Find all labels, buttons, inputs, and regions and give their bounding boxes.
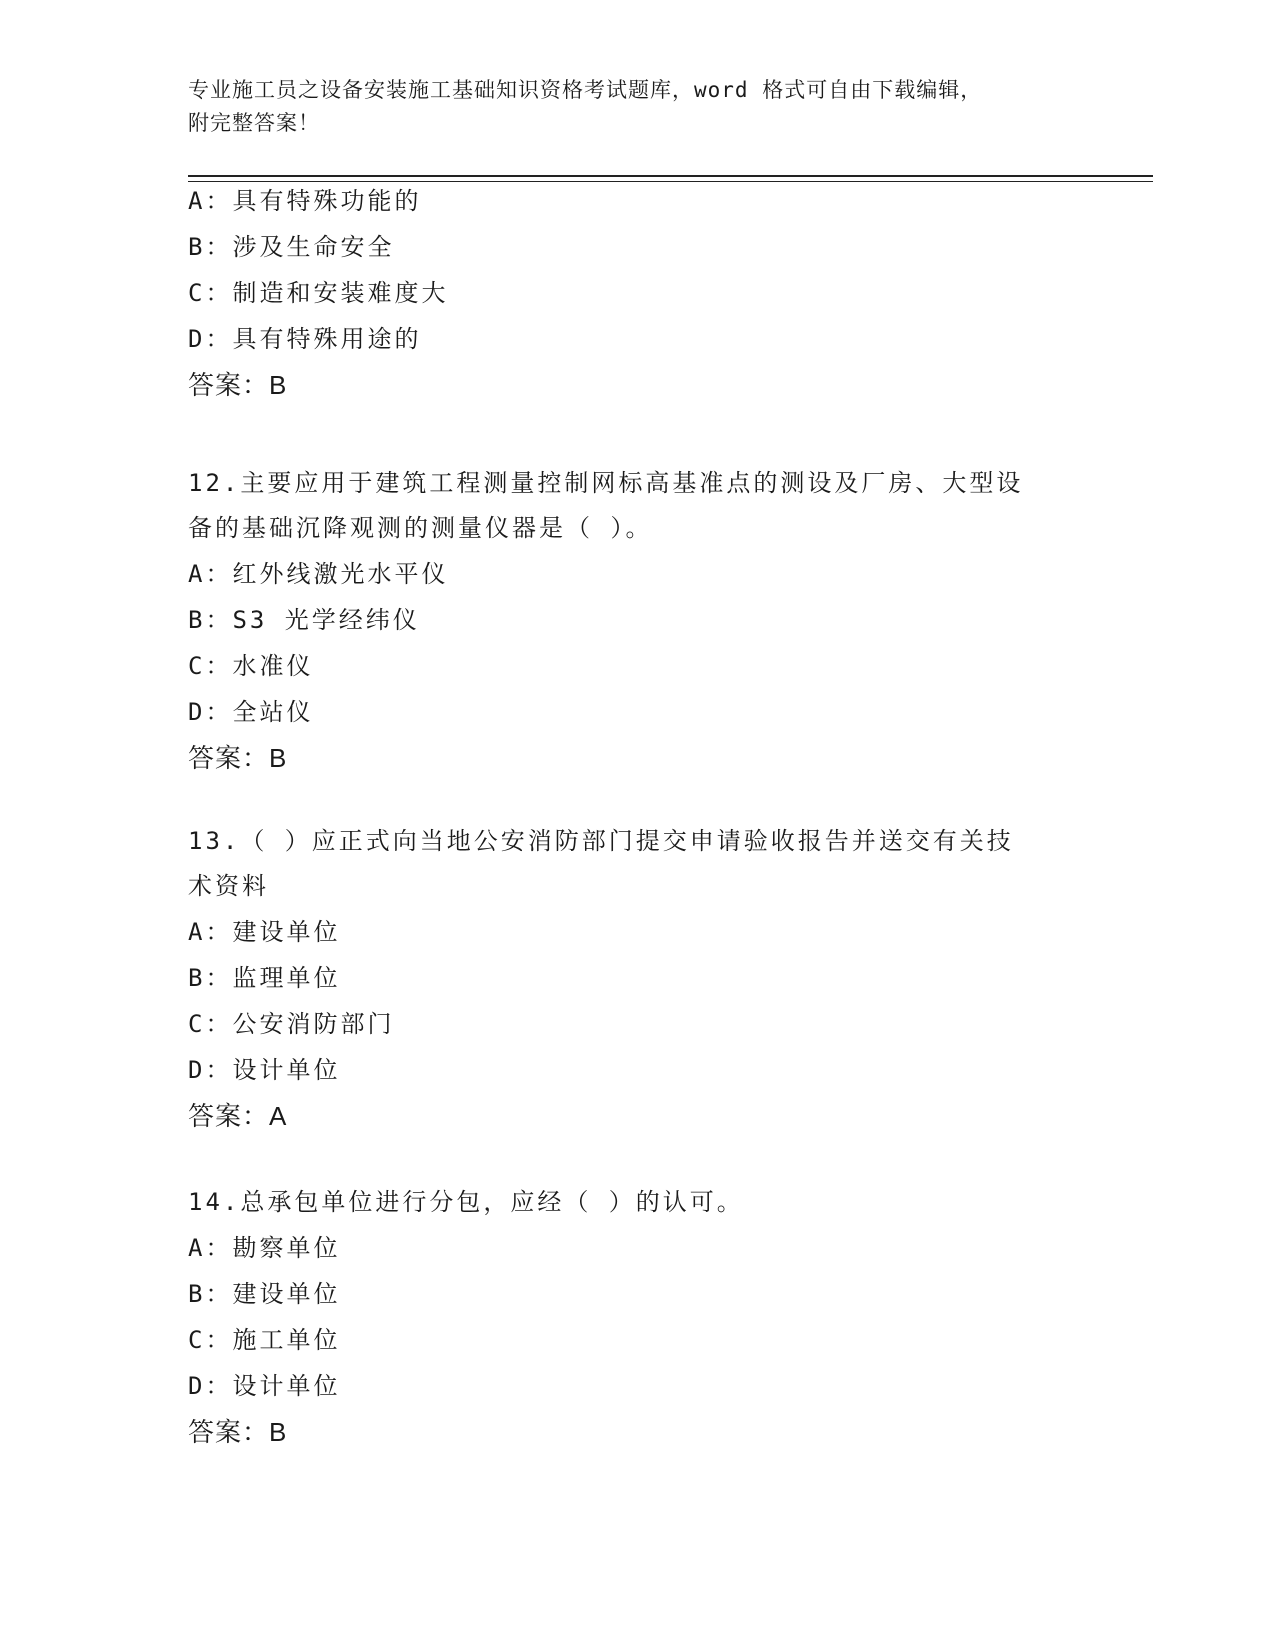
question-stem-line-2: 术资料 — [188, 872, 269, 900]
option-a: A：勘察单位 — [188, 1234, 341, 1262]
option-d: D：设计单位 — [188, 1056, 341, 1084]
option-c: C：水准仪 — [188, 652, 314, 680]
question-stem-line-1: 13.（ ）应正式向当地公安消防部门提交申请验收报告并送交有关技 — [188, 827, 1014, 855]
option-b: B：监理单位 — [188, 964, 341, 992]
question-11 — [188, 178, 1088, 408]
header-line-1: 专业施工员之设备安装施工基础知识资格考试题库，word 格式可自由下载编辑， — [188, 78, 983, 102]
option-b: B：涉及生命安全 — [188, 233, 395, 261]
option-d: D：设计单位 — [188, 1372, 341, 1400]
option-b: B：建设单位 — [188, 1280, 341, 1308]
option-d: D：具有特殊用途的 — [188, 325, 422, 353]
answer-line: 答案：B — [188, 370, 288, 400]
option-c: C：制造和安装难度大 — [188, 279, 449, 307]
question-12 — [188, 461, 1088, 781]
option-a: A：建设单位 — [188, 918, 341, 946]
question-stem-line-1: 14.总承包单位进行分包，应经（ ）的认可。 — [188, 1188, 744, 1216]
answer-line: 答案：A — [188, 1101, 288, 1131]
option-d: D：全站仪 — [188, 698, 314, 726]
option-a: A：具有特殊功能的 — [188, 187, 422, 215]
option-a: A：红外线激光水平仪 — [188, 560, 449, 588]
question-stem-line-1: 12.主要应用于建筑工程测量控制网标高基准点的测设及厂房、大型设 — [188, 469, 1024, 497]
option-b: B：S3 光学经纬仪 — [188, 606, 420, 634]
option-c: C：公安消防部门 — [188, 1010, 395, 1038]
header-line-2: 附完整答案！ — [188, 111, 320, 135]
question-13 — [188, 819, 1088, 1139]
answer-line: 答案：B — [188, 743, 288, 773]
question-stem-line-2: 备的基础沉降观测的测量仪器是（ ）。 — [188, 514, 653, 542]
answer-line: 答案：B — [188, 1417, 288, 1447]
question-14 — [188, 1180, 1088, 1455]
option-c: C：施工单位 — [188, 1326, 341, 1354]
document-header — [188, 74, 1088, 140]
header-divider-thick — [188, 175, 1153, 177]
